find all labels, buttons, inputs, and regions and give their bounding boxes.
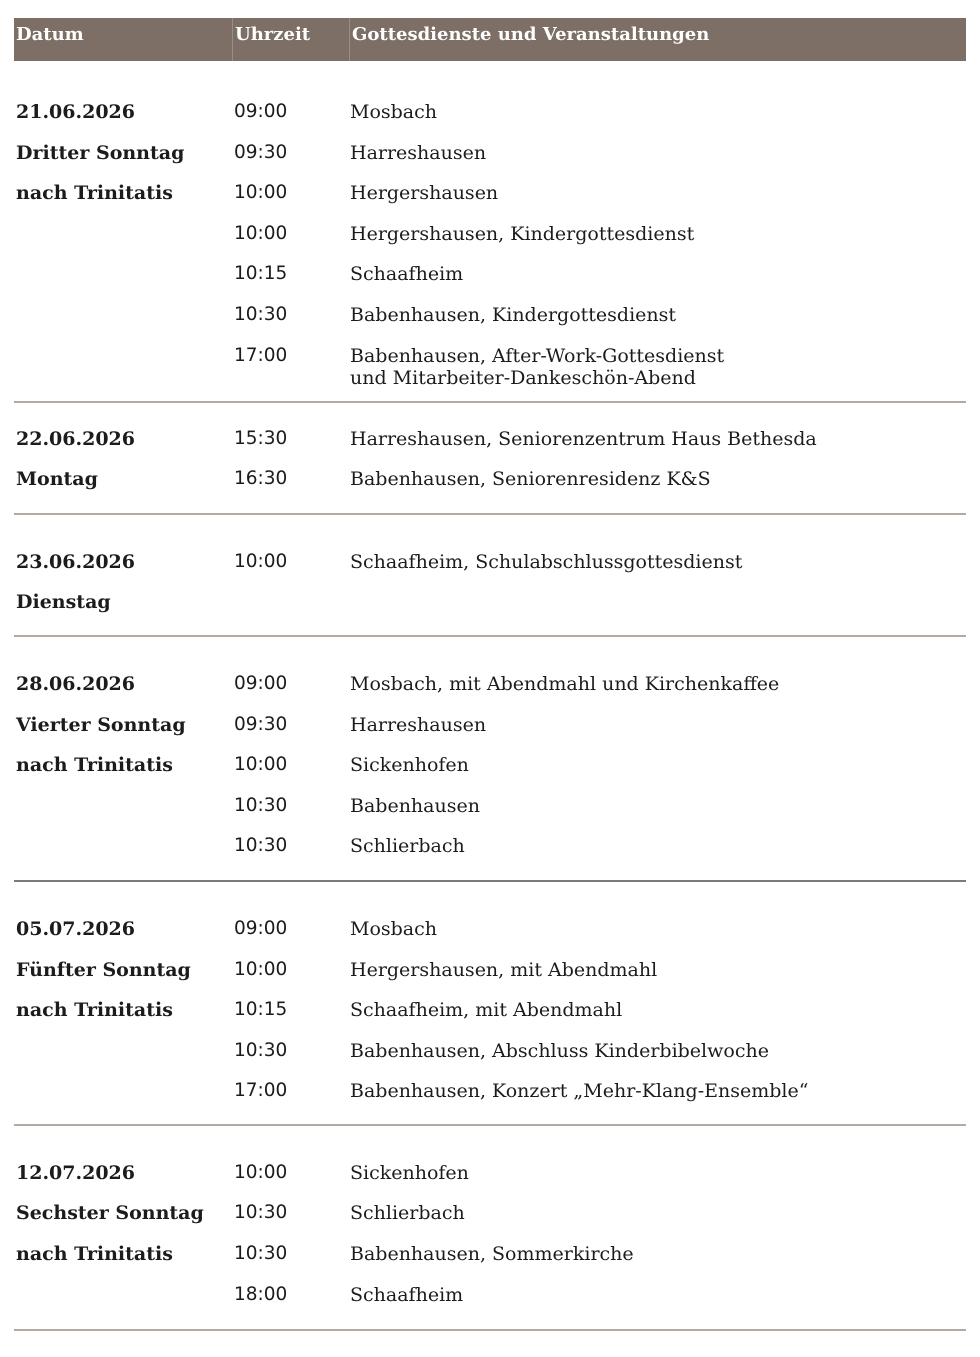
date-cell: Fünfter Sonntag	[16, 958, 191, 981]
date-cell	[14, 795, 232, 836]
header-event: Gottesdienste und Veranstaltungen	[349, 18, 966, 61]
event-cell	[347, 223, 966, 264]
event-cell	[347, 468, 966, 509]
event-text: Babenhausen, Abschluss Kinderbibelwoche	[350, 1039, 769, 1062]
time-cell: 09:30	[234, 713, 288, 735]
event-text: Schlierbach	[350, 1202, 465, 1225]
date-cell	[14, 1284, 232, 1325]
event-text: Babenhausen	[350, 794, 480, 817]
event-text: Babenhausen, Kindergottesdienst	[350, 303, 677, 326]
event-text: Harreshausen	[350, 141, 487, 164]
table-row	[14, 101, 966, 142]
date-cell	[14, 304, 232, 345]
date-cell: 22.06.2026	[16, 427, 135, 450]
table-row	[14, 468, 966, 509]
table-row	[14, 1202, 966, 1243]
event-cell	[347, 959, 966, 1000]
table-header	[14, 18, 966, 61]
date-cell: nach Trinitatis	[16, 1243, 173, 1266]
event-cell	[347, 428, 966, 469]
table-row	[14, 1162, 966, 1203]
table-row	[14, 263, 966, 304]
event-cell	[347, 142, 966, 183]
time-cell: 10:00	[234, 182, 288, 204]
event-cell	[347, 182, 966, 223]
time-cell: 10:30	[234, 835, 288, 857]
table-row	[14, 182, 966, 223]
schedule-table	[14, 18, 966, 1331]
event-cell	[347, 551, 966, 592]
header-time: Uhrzeit	[232, 18, 349, 61]
date-cell	[14, 223, 232, 264]
time-cell: 09:30	[234, 141, 288, 163]
date-cell: Dritter Sonntag	[16, 141, 185, 164]
time-cell: 10:00	[234, 222, 288, 244]
date-cell: nach Trinitatis	[16, 999, 173, 1022]
time-cell: 10:15	[234, 999, 288, 1021]
date-cell: 12.07.2026	[16, 1161, 135, 1184]
event-text: Mosbach, mit Abendmahl und Kirchenkaffee	[350, 672, 780, 695]
time-cell: 10:30	[234, 794, 288, 816]
event-cell	[347, 1162, 966, 1203]
event-text: Mosbach	[350, 917, 438, 940]
event-cell	[347, 673, 966, 714]
event-text-continued: und Mitarbeiter-Dankeschön-Abend	[350, 367, 696, 390]
date-cell	[14, 1040, 232, 1081]
date-cell: Montag	[16, 468, 98, 491]
time-cell: 10:00	[234, 958, 288, 980]
date-cell: 05.07.2026	[16, 917, 135, 940]
time-cell: 10:30	[234, 303, 288, 325]
event-cell	[347, 754, 966, 795]
event-cell	[347, 1040, 966, 1081]
time-cell: 10:30	[234, 1202, 288, 1224]
date-cell: Vierter Sonntag	[16, 713, 186, 736]
date-cell: 21.06.2026	[16, 101, 135, 123]
time-cell: 17:00	[234, 344, 288, 366]
event-text: Hergershausen, Kindergottesdienst	[350, 222, 695, 245]
schedule-section	[14, 403, 966, 515]
date-cell: Sechster Sonntag	[16, 1202, 204, 1225]
date-cell: 23.06.2026	[16, 550, 135, 573]
header-date: Datum	[16, 24, 84, 45]
table-row	[14, 754, 966, 795]
schedule-body	[14, 61, 966, 1331]
time-cell: 15:30	[234, 427, 288, 449]
table-row	[14, 142, 966, 183]
time-cell: 10:00	[234, 550, 288, 572]
schedule-section	[14, 1126, 966, 1331]
table-row	[14, 999, 966, 1040]
schedule-section	[14, 637, 966, 882]
event-cell	[347, 918, 966, 959]
event-cell	[347, 591, 966, 632]
event-cell	[347, 999, 966, 1040]
event-cell	[347, 263, 966, 304]
time-cell: 09:00	[234, 917, 288, 939]
event-cell	[347, 1243, 966, 1284]
table-row	[14, 345, 966, 401]
event-cell	[347, 345, 966, 401]
event-cell	[347, 1202, 966, 1243]
table-row	[14, 959, 966, 1000]
event-text: Babenhausen, Sommerkirche	[350, 1243, 634, 1266]
time-cell: 17:00	[234, 1080, 288, 1102]
table-row	[14, 223, 966, 264]
schedule-section	[14, 61, 966, 403]
table-row	[14, 1040, 966, 1081]
event-text: Sickenhofen	[350, 754, 469, 777]
time-cell: 18:00	[234, 1283, 288, 1305]
table-row	[14, 428, 966, 469]
table-row	[14, 551, 966, 592]
date-cell	[14, 835, 232, 876]
event-text: Schaafheim	[350, 1283, 464, 1306]
event-text: Sickenhofen	[350, 1161, 469, 1184]
time-cell: 10:00	[234, 1161, 288, 1183]
schedule-section	[14, 882, 966, 1126]
table-row	[14, 673, 966, 714]
event-text: Schlierbach	[350, 835, 465, 858]
event-text: Schaafheim, mit Abendmahl	[350, 999, 623, 1022]
event-text: Schaafheim	[350, 263, 464, 286]
event-cell	[347, 304, 966, 345]
event-text: Harreshausen	[350, 713, 487, 736]
time-cell	[232, 591, 347, 632]
table-row	[14, 714, 966, 755]
event-cell	[347, 1080, 966, 1121]
event-text: Hergershausen, mit Abendmahl	[350, 958, 658, 981]
event-text: Mosbach	[350, 101, 438, 123]
event-text: Babenhausen, Seniorenresidenz K&S	[350, 468, 711, 491]
time-cell: 09:00	[234, 672, 288, 694]
date-cell: nach Trinitatis	[16, 754, 173, 777]
time-cell: 10:15	[234, 263, 288, 285]
event-text: Babenhausen, After-Work-Gottesdienst	[350, 344, 725, 367]
date-cell	[14, 345, 232, 401]
event-cell	[347, 1284, 966, 1325]
schedule-section	[14, 515, 966, 637]
date-cell: Dienstag	[16, 591, 111, 614]
time-cell: 10:30	[234, 1039, 288, 1061]
date-cell: 28.06.2026	[16, 672, 135, 695]
date-cell: nach Trinitatis	[16, 182, 173, 205]
table-row	[14, 1080, 966, 1121]
table-row	[14, 835, 966, 876]
time-cell: 09:00	[234, 101, 288, 122]
time-cell: 16:30	[234, 468, 288, 490]
event-text: Babenhausen, Konzert „Mehr-Klang-Ensemble“	[350, 1080, 809, 1103]
event-cell	[347, 101, 966, 142]
event-cell	[347, 795, 966, 836]
table-row	[14, 1243, 966, 1284]
event-cell	[347, 714, 966, 755]
event-text: Hergershausen	[350, 182, 499, 205]
table-row	[14, 591, 966, 632]
event-cell	[347, 835, 966, 876]
table-row	[14, 304, 966, 345]
event-text: Harreshausen, Seniorenzentrum Haus Bethesda	[350, 427, 817, 450]
time-cell: 10:30	[234, 1243, 288, 1265]
table-row	[14, 795, 966, 836]
table-row	[14, 1284, 966, 1325]
date-cell	[14, 1080, 232, 1121]
date-cell	[14, 263, 232, 304]
table-row	[14, 918, 966, 959]
time-cell: 10:00	[234, 754, 288, 776]
event-text: Schaafheim, Schulabschlussgottesdienst	[350, 550, 743, 573]
